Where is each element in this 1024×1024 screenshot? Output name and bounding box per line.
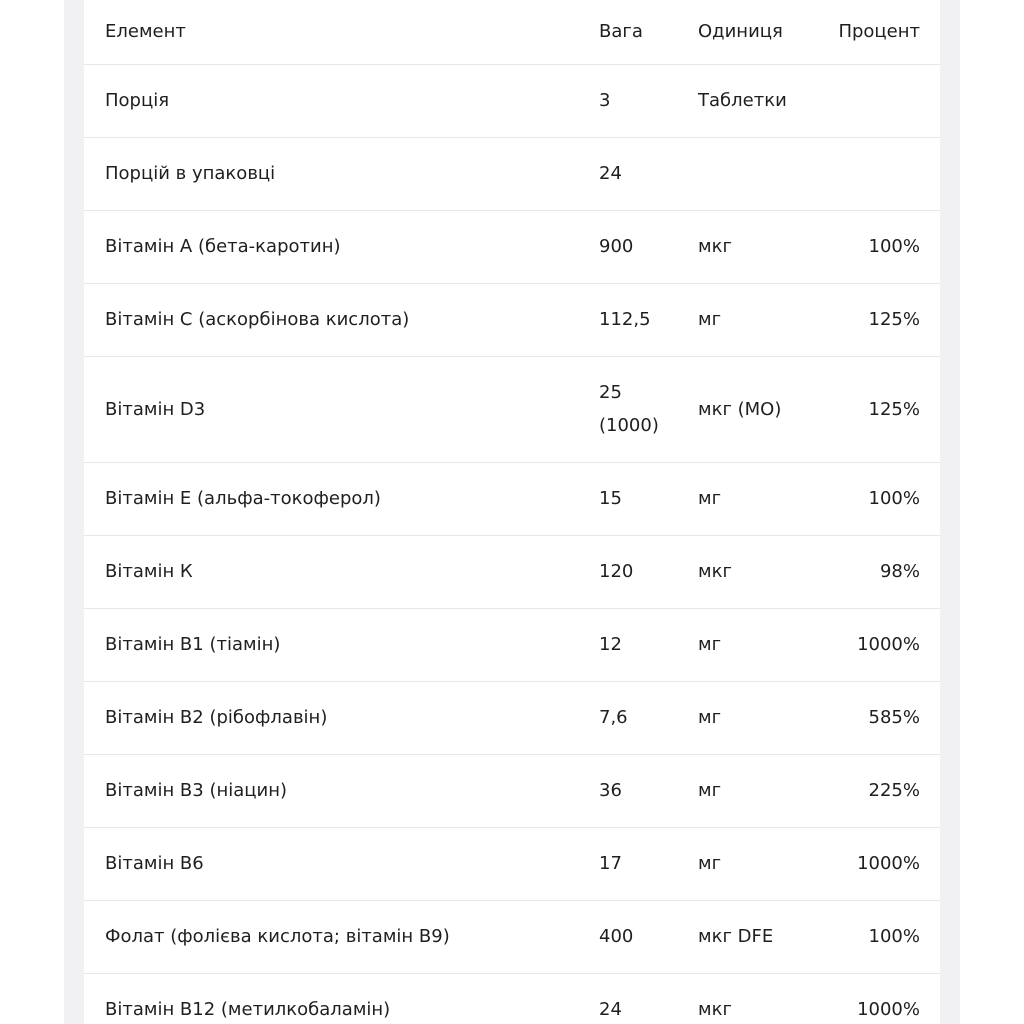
cell-unit: мг (698, 827, 812, 900)
table-row (84, 608, 940, 681)
cell-weight: 120 (599, 535, 698, 608)
cell-unit: мкг (МО) (698, 356, 812, 462)
table-row (84, 754, 940, 827)
cell-weight: 36 (599, 754, 698, 827)
table-row (84, 356, 940, 462)
cell-unit (698, 137, 812, 210)
table-row (84, 900, 940, 973)
cell-percent: 100% (812, 462, 940, 535)
cell-percent: 125% (812, 283, 940, 356)
cell-weight: 15 (599, 462, 698, 535)
cell-percent: 98% (812, 535, 940, 608)
table-header-row (84, 0, 940, 64)
table-row (84, 137, 940, 210)
cell-percent: 1000% (812, 973, 940, 1024)
cell-weight: 12 (599, 608, 698, 681)
table-row (84, 827, 940, 900)
nutrition-card (84, 0, 940, 1024)
cell-element: Вітамін B12 (метилкобаламін) (84, 973, 599, 1024)
cell-element: Вітамін К (84, 535, 599, 608)
cell-unit: мг (698, 462, 812, 535)
table-row (84, 535, 940, 608)
cell-element: Вітамін A (бета-каротин) (84, 210, 599, 283)
cell-unit: мкг (698, 535, 812, 608)
table-row (84, 210, 940, 283)
cell-element: Вітамін B1 (тіамін) (84, 608, 599, 681)
cell-element: Вітамін C (аскорбінова кислота) (84, 283, 599, 356)
table-row (84, 64, 940, 137)
cell-element: Порцій в упаковці (84, 137, 599, 210)
cell-percent: 225% (812, 754, 940, 827)
cell-weight: 900 (599, 210, 698, 283)
cell-unit: мкг (698, 210, 812, 283)
cell-percent: 100% (812, 900, 940, 973)
cell-element: Фолат (фолієва кислота; вітамін B9) (84, 900, 599, 973)
cell-weight: 24 (599, 137, 698, 210)
cell-unit: Таблетки (698, 64, 812, 137)
cell-percent: 1000% (812, 608, 940, 681)
cell-element: Вітамін B3 (ніацин) (84, 754, 599, 827)
cell-percent: 100% (812, 210, 940, 283)
cell-element: Вітамін D3 (84, 356, 599, 462)
table-row (84, 462, 940, 535)
cell-weight: 112,5 (599, 283, 698, 356)
header-weight: Вага (599, 0, 698, 64)
cell-element: Вітамін B6 (84, 827, 599, 900)
cell-weight: 17 (599, 827, 698, 900)
cell-unit: мг (698, 754, 812, 827)
cell-weight: 7,6 (599, 681, 698, 754)
header-percent: Процент (812, 0, 940, 64)
cell-unit: мг (698, 608, 812, 681)
cell-weight: 24 (599, 973, 698, 1024)
cell-percent: 585% (812, 681, 940, 754)
cell-weight: 400 (599, 900, 698, 973)
table-row (84, 681, 940, 754)
cell-percent: 125% (812, 356, 940, 462)
cell-element: Порція (84, 64, 599, 137)
header-unit: Одиниця (698, 0, 812, 64)
header-element: Елемент (84, 0, 599, 64)
cell-weight: 25 (1000) (599, 356, 698, 462)
cell-unit: мг (698, 681, 812, 754)
cell-unit: мг (698, 283, 812, 356)
cell-unit: мкг (698, 973, 812, 1024)
cell-weight: 3 (599, 64, 698, 137)
table-row (84, 973, 940, 1024)
cell-percent: 1000% (812, 827, 940, 900)
cell-percent (812, 137, 940, 210)
table-row (84, 283, 940, 356)
cell-unit: мкг DFE (698, 900, 812, 973)
cell-element: Вітамін E (альфа-токоферол) (84, 462, 599, 535)
cell-element: Вітамін B2 (рібофлавін) (84, 681, 599, 754)
cell-percent (812, 64, 940, 137)
nutrition-table (84, 0, 940, 1024)
